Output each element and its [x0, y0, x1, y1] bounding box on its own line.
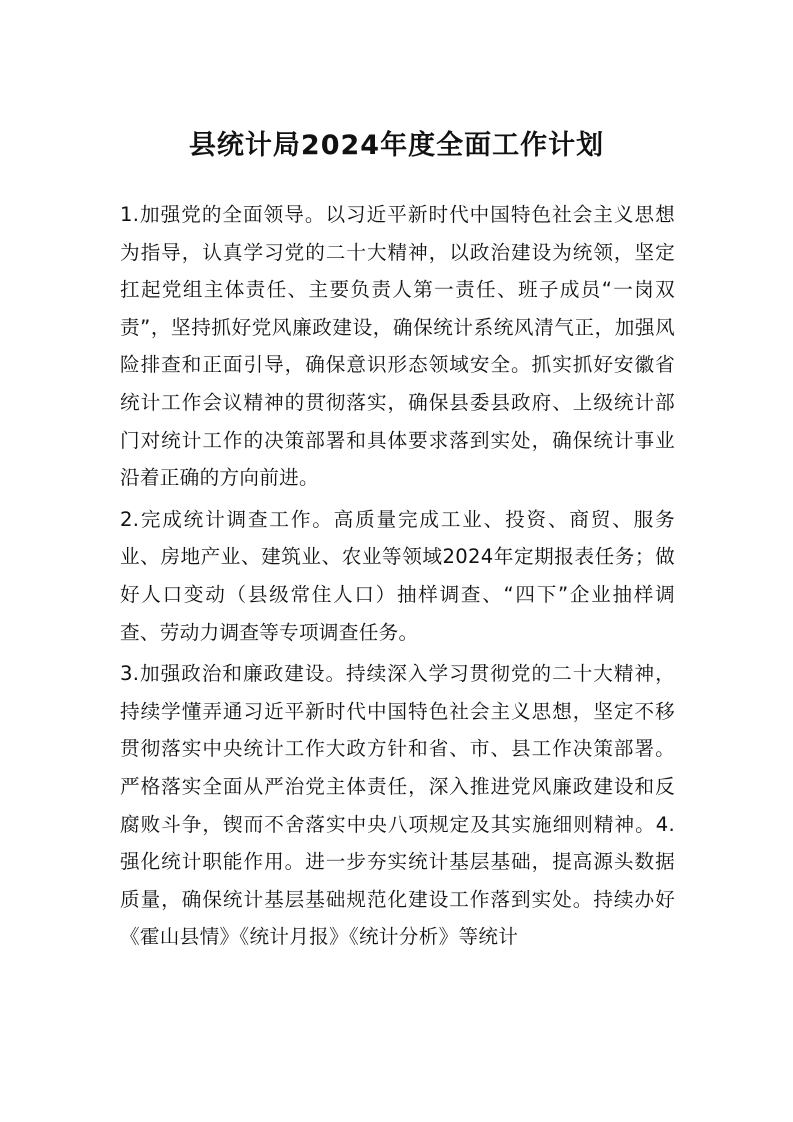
paragraph-3: 3.加强政治和廉政建设。持续深入学习贯彻党的二十大精神，持续学懂弄通习近平新时代中国特色社会主义思想，坚定不移贯彻落实中央统计工作大政方针和省、市、县工作决策部署。严格落实全面从严治党主体责任，深入推进党风廉政建设和反腐败斗争，锲而不舍落实中央八项规定及其实施细则精神。4.强化统计职能作用。进一步夯实统计基层基础，提高源头数据质量，确保统计基层基础规范化建设工作落到实处。持续办好《霍山县情》《统计月报》《统计分析》等统计	[120, 662, 675, 949]
paragraph-1: 1.加强党的全面领导。以习近平新时代中国特色社会主义思想为指导，认真学习党的二十大精神，以政治建设为统领，坚定扛起党组主体责任、主要负责人第一责任、班子成员“一岗双责”，坚持抓好党风廉政建设，确保统计系统风清气正，加强风险排查和正面引导，确保意识形态领域安全。抓实抓好安徽省统计工作会议精神的贯彻落实，确保县委县政府、上级统计部门对统计工作的决策部署和具体要求落到实处，确保统计事业沿着正确的方向前进。	[120, 203, 675, 490]
document-body	[120, 196, 675, 960]
document-title: 县统计局2024年度全面工作计划	[188, 130, 605, 161]
paragraph-2: 2.完成统计调查工作。高质量完成工业、投资、商贸、服务业、房地产业、建筑业、农业等领域2024年定期报表任务；做好人口变动（县级常住人口）抽样调查、“四下”企业抽样调查、劳动力调查等专项调查任务。	[120, 507, 675, 644]
